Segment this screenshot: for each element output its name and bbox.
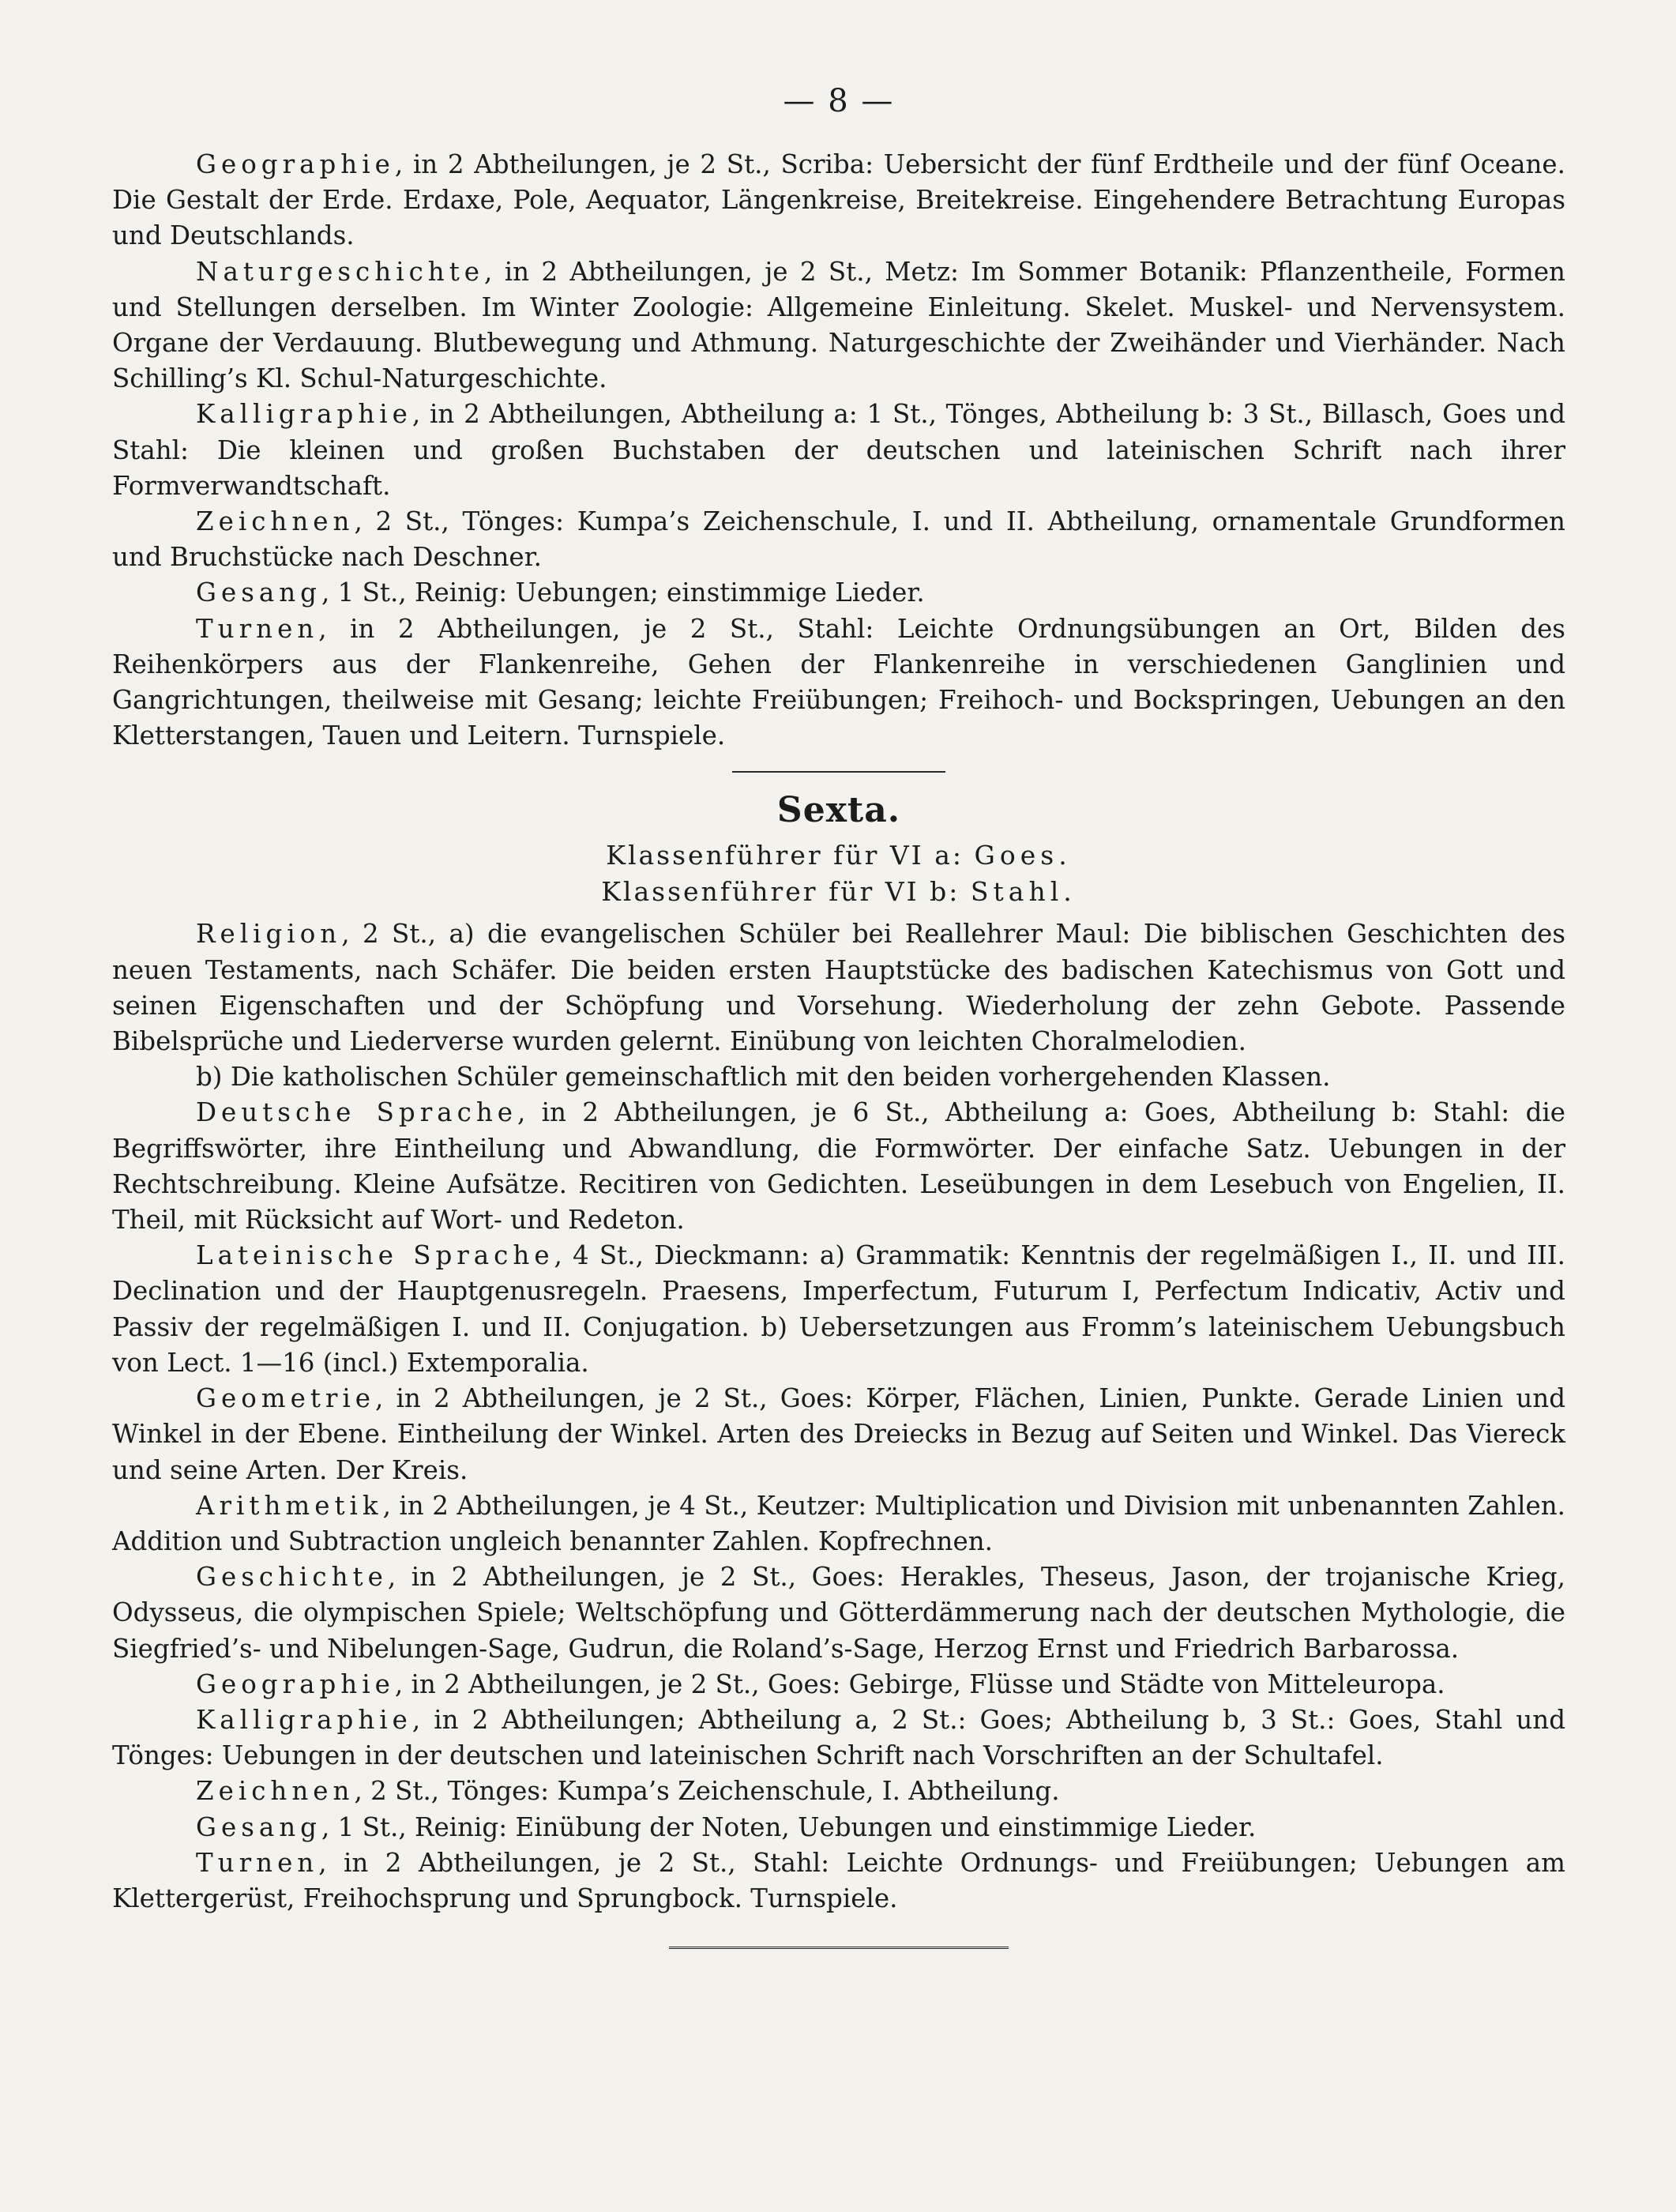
subject-heading: Kalligraphie: [196, 399, 412, 430]
subject-heading: Geographie: [196, 149, 395, 179]
document-page: [112, 79, 1565, 1951]
paragraph: [112, 1095, 1565, 1238]
paragraph: [112, 1059, 1565, 1095]
subject-heading: Turnen: [196, 613, 319, 644]
class-leader-name: Goes.: [974, 840, 1072, 871]
subject-heading: Turnen: [196, 1847, 319, 1878]
subject-heading: Gesang: [196, 577, 321, 608]
paragraph-text: , 4 St., Dieckmann: a) Grammatik: Kenntnis der regelmäßigen I., II. und III. Declination und der Hauptgenusregeln. Praesens, Imperfectum, Futurum I, Perfectum Indicativ, Activ und Passiv der regelmäßigen I. und II. Conjugation. b) Uebersetzungen aus Fromm’s lateinischem Uebungsbuch von Lect. 1—16 (incl.) Extemporalia.: [112, 1240, 1565, 1378]
subject-heading: Gesang: [196, 1811, 321, 1842]
paragraph-text: , 1 St., Reinig: Uebungen; einstimmige Lieder.: [321, 577, 925, 608]
subject-heading: Lateinische Sprache: [196, 1240, 554, 1271]
paragraph-text: b) Die katholischen Schüler gemeinschaftlich mit den beiden vorhergehenden Klassen.: [196, 1062, 1331, 1093]
paragraph-text: , in 2 Abtheilungen, je 2 St., Goes: Herakles, Theseus, Jason, der trojanische Krieg, Odysseus, die olympischen Spiele; Weltschöpfung und Götterdämmerung nach der deutschen Mythologie, die Siegfried’s- und Nibelungen-Sage, Gudrun, die Roland’s-Sage, Herzog Ernst und Friedrich Barbarossa.: [112, 1562, 1565, 1664]
paragraph-text: , in 2 Abtheilungen; Abtheilung a, 2 St.: Goes; Abtheilung b, 3 St.: Goes, Stahl und Tönges: Uebungen in der deutschen und lateinischen Schrift nach Vorschriften an der Schultafel.: [112, 1704, 1565, 1771]
paragraph: [112, 1845, 1565, 1917]
upper-section: [112, 147, 1565, 754]
paragraph: [112, 1238, 1565, 1381]
paragraph: [112, 1810, 1565, 1845]
paragraph: [112, 1774, 1565, 1809]
paragraph: [112, 611, 1565, 754]
subject-heading: Geschichte: [196, 1562, 388, 1593]
paragraph-text: , 1 St., Reinig: Einübung der Noten, Uebungen und einstimmige Lieder.: [321, 1811, 1257, 1842]
subject-heading: Zeichnen: [196, 506, 355, 537]
paragraph: [112, 1702, 1565, 1774]
end-divider: [669, 1947, 1009, 1951]
paragraph-text: , in 2 Abtheilungen, je 4 St., Keutzer: Multiplication und Division mit unbenannten Zahlen. Addition und Subtraction ungleich benannter Zahlen. Kopfrechnen.: [112, 1490, 1565, 1556]
paragraph-text: , 2 St., Tönges: Kumpa’s Zeichenschule, I. Abtheilung.: [354, 1776, 1060, 1807]
subject-heading: Deutsche Sprache: [196, 1097, 517, 1128]
subject-heading: Religion: [196, 919, 342, 950]
paragraph: [112, 916, 1565, 1059]
paragraph: [112, 1488, 1565, 1559]
paragraph-text: , in 2 Abtheilungen, je 2 St., Scriba: Uebersicht der fünf Erdtheile und der fünf Oceane. Die Gestalt der Erde. Erdaxe, Pole, Aequator, Längenkreise, Breitekreise. Eingehendere Betrachtung Europas und Deutschlands.: [112, 149, 1565, 251]
paragraph: [112, 1381, 1565, 1488]
class-leader-name: Stahl.: [970, 876, 1077, 908]
subject-heading: Zeichnen: [196, 1776, 355, 1807]
paragraph: [112, 254, 1565, 397]
page-number: — 8 —: [783, 83, 895, 119]
subject-heading: Arithmetik: [196, 1490, 383, 1521]
section-title: Sexta.: [776, 790, 901, 831]
subject-heading: Naturgeschichte: [196, 256, 485, 287]
paragraph-text: , 2 St., Tönges: Kumpa’s Zeichenschule, I. und II. Abtheilung, ornamentale Grundformen und Bruchstücke nach Deschner.: [112, 506, 1565, 573]
paragraph-text: , in 2 Abtheilungen, je 6 St., Abtheilung a: Goes, Abtheilung b: Stahl: die Begriffswörter, ihre Eintheilung und Abwandlung, die Formwörter. Der einfache Satz. Uebungen in der Rechtschreibung. Kleine Aufsätze. Recitiren von Gedichten. Leseübungen in dem Lesebuch von Engelien, II. Theil, mit Rücksicht auf Wort- und Redeton.: [112, 1097, 1565, 1236]
paragraph-text: , 2 St., a) die evangelischen Schüler bei Reallehrer Maul: Die biblischen Geschichten des neuen Testaments, nach Schäfer. Die beiden ersten Hauptstücke des badischen Katechismus von Gott und seinen Eigenschaften und der Schöpfung und Vorsehung. Wiederholung der zehn Gebote. Passende Bibelsprüche und Liederverse wurden gelernt. Einübung von leichten Choralmelodien.: [112, 919, 1565, 1057]
paragraph-text: , in 2 Abtheilungen, je 2 St., Stahl: Leichte Ordnungs- und Freiübungen; Uebungen am Klettergerüst, Freihochsprung und Sprungbock. Turnspiele.: [112, 1847, 1565, 1913]
paragraph-text: , in 2 Abtheilungen, je 2 St., Stahl: Leichte Ordnungsübungen an Ort, Bilden des Reihenkörpers aus der Flankenreihe, Gehen der Flankenreihe in verschiedenen Ganglinien und Gangrichtungen, theilweise mit Gesang; leichte Freiübungen; Freihoch- und Bockspringen, Uebungen an den Kletterstangen, Tauen und Leitern. Turnspiele.: [112, 613, 1565, 751]
paragraph-text: , in 2 Abtheilungen, Abtheilung a: 1 St., Tönges, Abtheilung b: 3 St., Billasch, Goes und Stahl: Die kleinen und großen Buchstaben der deutschen und lateinischen Schrift nach ihrer Formverwandtschaft.: [112, 399, 1565, 501]
paragraph: [112, 504, 1565, 575]
class-leader-line: [112, 837, 1565, 874]
paragraph: [112, 397, 1565, 504]
class-leader-label: Klassenführer für VI a:: [606, 840, 975, 871]
paragraph: [112, 575, 1565, 611]
subject-heading: Geographie: [196, 1668, 395, 1699]
paragraph-text: , in 2 Abtheilungen, je 2 St., Goes: Gebirge, Flüsse und Städte von Mitteleuropa.: [394, 1668, 1445, 1699]
paragraph: [112, 1559, 1565, 1667]
paragraph: [112, 1667, 1565, 1702]
paragraph-text: , in 2 Abtheilungen, je 2 St., Goes: Körper, Flächen, Linien, Punkte. Gerade Linien und Winkel in der Ebene. Eintheilung der Winkel. Arten des Dreiecks in Bezug auf Seiten und Winkel. Das Viereck und seine Arten. Der Kreis.: [112, 1383, 1565, 1485]
class-leader-line: [112, 874, 1565, 910]
paragraph-text: , in 2 Abtheilungen, je 2 St., Metz: Im Sommer Botanik: Pflanzentheile, Formen und Stellungen derselben. Im Winter Zoologie: Allgemeine Einleitung. Skelet. Muskel- und Nervensystem. Organe der Verdauung. Blutbewegung und Athmung. Naturgeschichte der Zweihänder und Vierhänder. Nach Schilling’s Kl. Schul-Naturgeschichte.: [112, 256, 1565, 394]
subject-heading: Geometrie: [196, 1383, 376, 1414]
paragraph: [112, 147, 1565, 254]
class-leader-label: Klassenführer für VI b:: [601, 876, 971, 908]
section-divider: [732, 771, 945, 773]
subject-heading: Kalligraphie: [196, 1704, 412, 1735]
sexta-section: [112, 916, 1565, 1917]
